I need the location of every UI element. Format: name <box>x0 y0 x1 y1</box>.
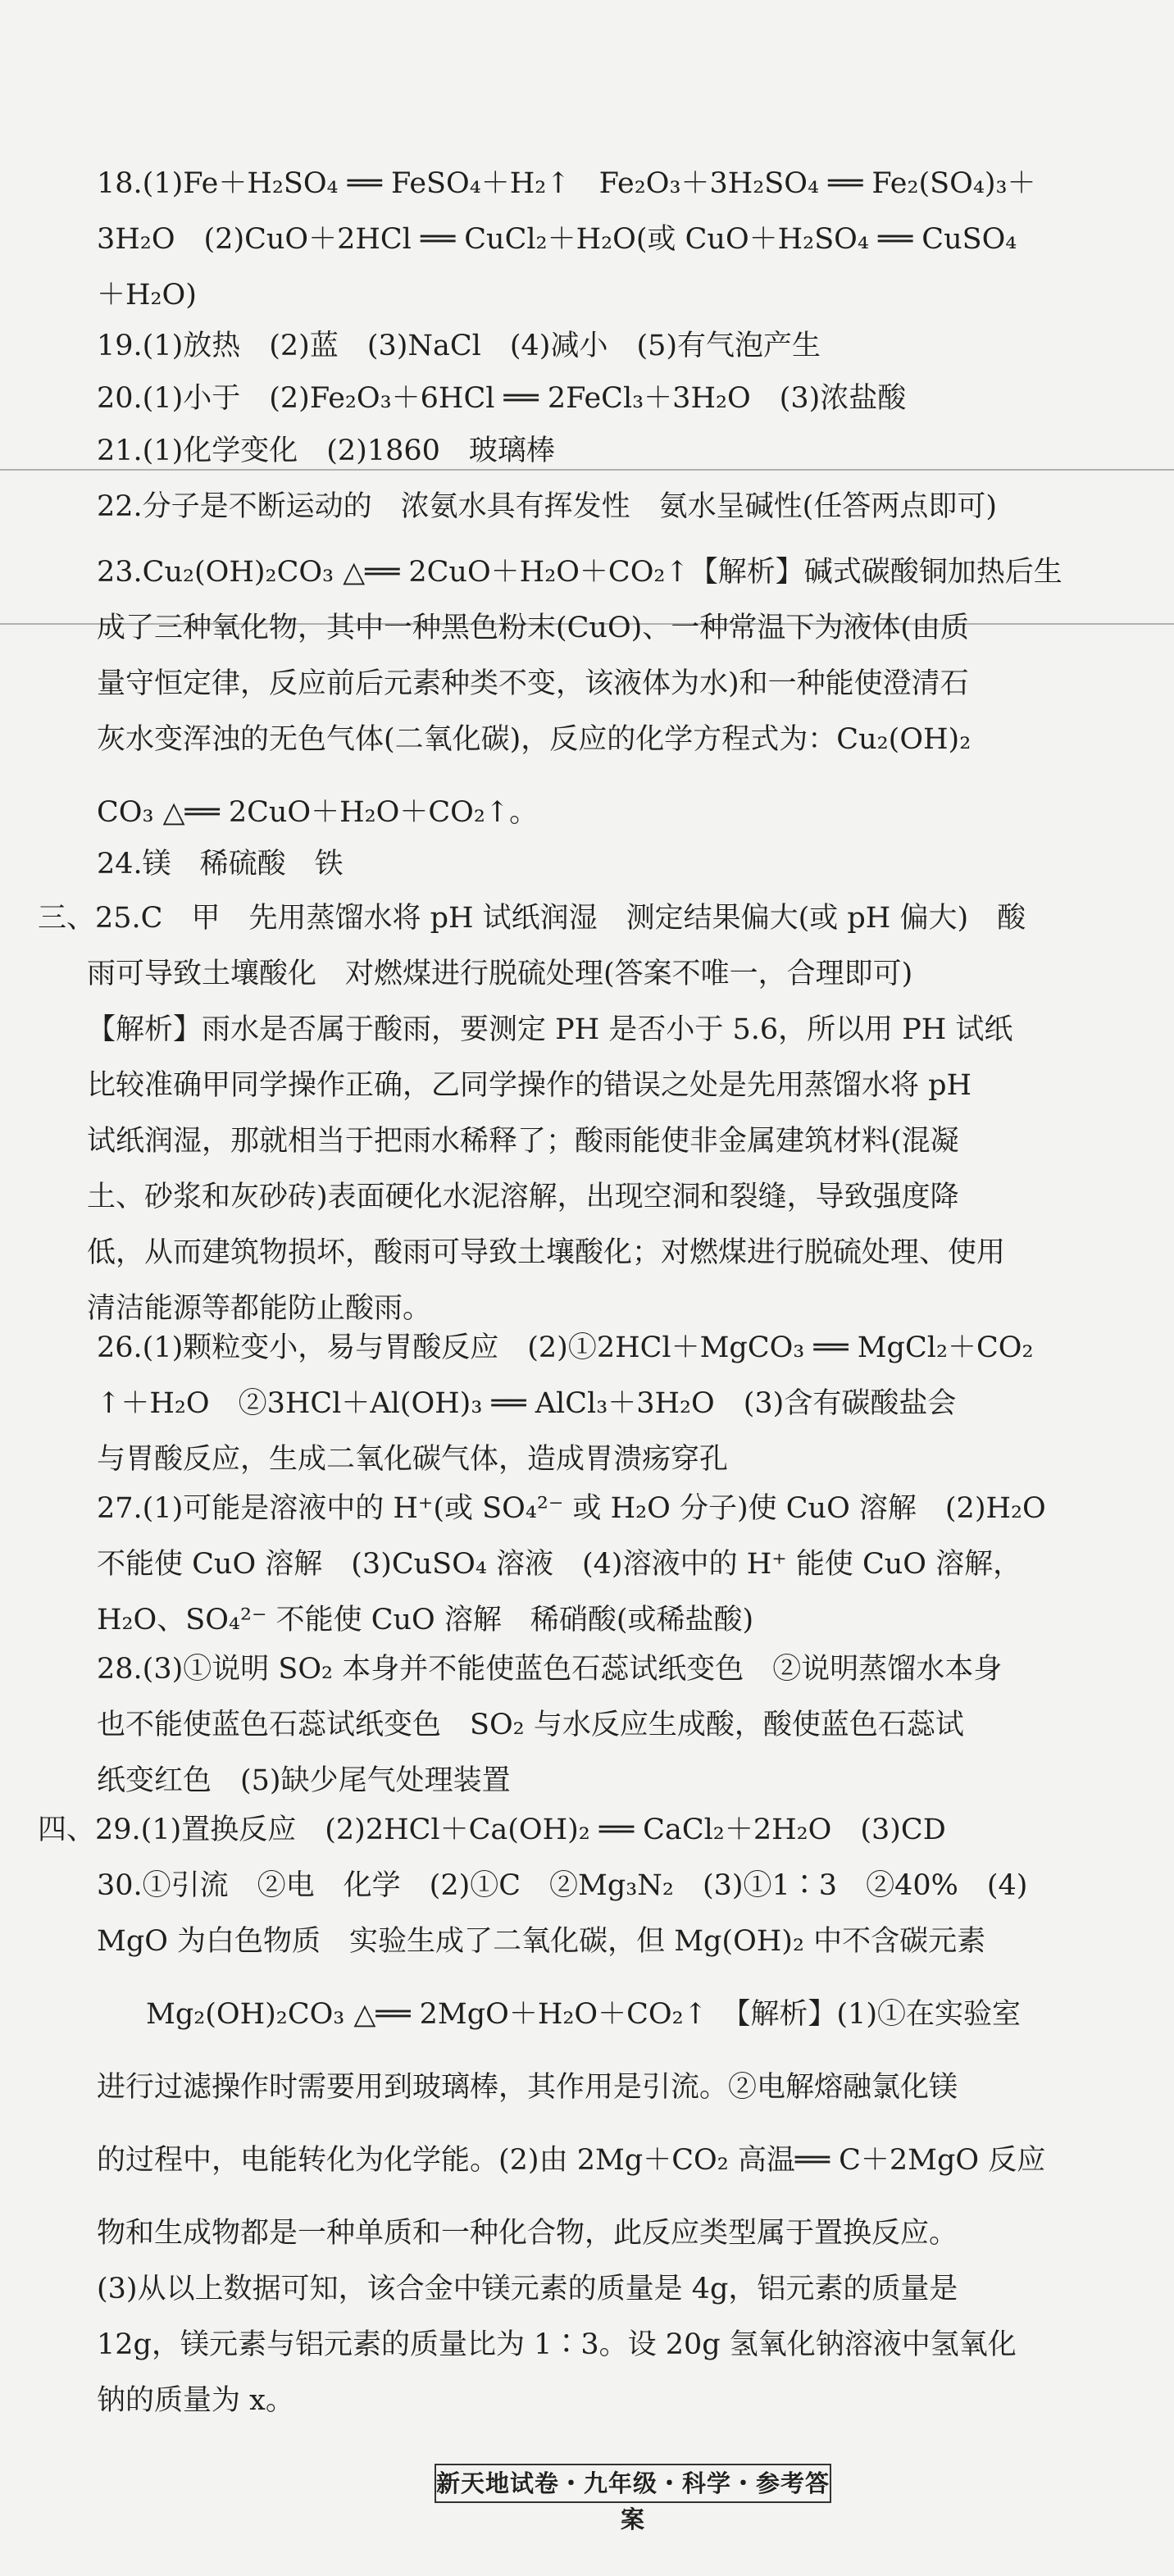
answer-26 <box>97 1320 1130 1487</box>
answer-line: 23.Cu₂(OH)₂CO₃ △══ 2CuO＋H₂O＋CO₂↑【解析】碱式碳酸铜加热后生 <box>97 556 1063 589</box>
answer-line: 比较准确甲同学操作正确，乙同学操作的错误之处是先用蒸馏水将 pH <box>87 1069 972 1102</box>
answer-line: 的过程中，电能转化为化学能。(2)由 2Mg＋CO₂ 高温══ C＋2MgO 反应 <box>97 2144 1046 2177</box>
answer-23 <box>97 544 1130 858</box>
answer-line: 30.①引流 ②电 化学 (2)①C ②Mg₃N₂ (3)①1∶3 ②40% (4) <box>97 1869 1028 1902</box>
answer-25 <box>38 890 1071 1336</box>
answer-line: CO₃ △══ 2CuO＋H₂O＋CO₂↑。 <box>97 796 539 829</box>
answer-line: 雨可导致土壤酸化 对燃煤进行脱硫处理(答案不唯一，合理即可) <box>87 958 913 990</box>
answer-line: 与胃酸反应，生成二氧化碳气体，造成胃溃疡穿孔 <box>97 1443 729 1476</box>
answer-line: 21.(1)化学变化 (2)1860 玻璃棒 <box>97 435 555 467</box>
answer-line: 三、25.C 甲 先用蒸馏水将 pH 试纸润湿 测定结果偏大(或 pH 偏大) 酸 <box>38 902 1026 935</box>
answer-line: 【解析】雨水是否属于酸雨，要测定 PH 是否小于 5.6，所以用 PH 试纸 <box>87 1013 1013 1046</box>
answer-line: 四、29.(1)置换反应 (2)2HCl＋Ca(OH)₂ ══ CaCl₂＋2H₂O (3)CD <box>38 1814 946 1846</box>
answer-line: 12g，镁元素与铝元素的质量比为 1∶3。设 20g 氢氧化钠溶液中氢氧化 <box>97 2328 1017 2361</box>
answer-line: 清洁能源等都能防止酸雨。 <box>87 1292 432 1325</box>
answer-line: 灰水变浑浊的无色气体(二氧化碳)，反应的化学方程式为：Cu₂(OH)₂ <box>97 723 972 756</box>
answer-line: 试纸润湿，那就相当于把雨水稀释了；酸雨能使非金属建筑材料(混凝 <box>87 1125 959 1158</box>
answer-line: 3H₂O (2)CuO＋2HCl ══ CuCl₂＋H₂O(或 CuO＋H₂SO₄ ══ CuSO₄ <box>97 223 1017 256</box>
answer-line: Mg₂(OH)₂CO₃ △══ 2MgO＋H₂O＋CO₂↑ 【解析】(1)①在实验室 <box>146 1998 1022 2031</box>
answer-27 <box>97 1481 1130 1648</box>
answer-line: 钠的质量为 x。 <box>97 2384 294 2417</box>
answer-line: 纸变红色 (5)缺少尾气处理装置 <box>97 1764 511 1797</box>
answer-line: 19.(1)放热 (2)蓝 (3)NaCl (4)减小 (5)有气泡产生 <box>97 330 821 362</box>
answer-18 <box>97 156 1130 323</box>
answer-29 <box>38 1802 1071 1858</box>
answer-22 <box>97 479 1130 535</box>
answer-24 <box>97 836 1130 892</box>
answer-line: 物和生成物都是一种单质和一种化合物，此反应类型属于置换反应。 <box>97 2217 958 2250</box>
answer-line: 18.(1)Fe＋H₂SO₄ ══ FeSO₄＋H₂↑ Fe₂O₃＋3H₂SO₄ ══ Fe₂(SO₄)₃＋ <box>97 167 1036 200</box>
answer-line: (3)从以上数据可知，该合金中镁元素的质量是 4g，铝元素的质量是 <box>97 2273 958 2305</box>
answer-line: 27.(1)可能是溶液中的 H⁺(或 SO₄²⁻ 或 H₂O 分子)使 CuO 溶解 (2)H₂O <box>97 1492 1046 1525</box>
answer-21 <box>97 423 1130 479</box>
answer-line: 20.(1)小于 (2)Fe₂O₃＋6HCl ══ 2FeCl₃＋3H₂O (3)浓盐酸 <box>97 382 907 415</box>
answer-line: 低，从而建筑物损坏，酸雨可导致土壤酸化；对燃煤进行脱硫处理、使用 <box>87 1236 1006 1269</box>
answer-line: H₂O、SO₄²⁻ 不能使 CuO 溶解 稀硝酸(或稀盐酸) <box>97 1604 754 1636</box>
answer-line: 22.分子是不断运动的 浓氨水具有挥发性 氨水呈碱性(任答两点即可) <box>97 490 997 523</box>
answer-line: ＋H₂O) <box>97 279 197 312</box>
answer-line: 24.镁 稀硫酸 铁 <box>97 848 344 881</box>
answer-20 <box>97 371 1130 426</box>
answer-line: 不能使 CuO 溶解 (3)CuSO₄ 溶液 (4)溶液中的 H⁺ 能使 CuO 溶解， <box>97 1548 1022 1581</box>
answer-line: 28.(3)①说明 SO₂ 本身并不能使蓝色石蕊试纸变色 ②说明蒸馏水本身 <box>97 1653 1003 1686</box>
answer-line: 26.(1)颗粒变小，易与胃酸反应 (2)①2HCl＋MgCO₃ ══ MgCl₂＋CO₂ <box>97 1331 1034 1364</box>
answer-line: MgO 为白色物质 实验生成了二氧化碳，但 Mg(OH)₂ 中不含碳元素 <box>97 1925 986 1958</box>
answer-line: 量守恒定律，反应前后元素种类不变，该液体为水)和一种能使澄清石 <box>97 667 969 700</box>
answer-30 <box>97 1858 1130 2428</box>
answer-28 <box>97 1641 1130 1809</box>
answer-line: 进行过滤操作时需要用到玻璃棒，其作用是引流。②电解熔融氯化镁 <box>97 2071 958 2104</box>
answer-line: ↑＋H₂O ②3HCl＋Al(OH)₃ ══ AlCl₃＋3H₂O (3)含有碳酸盐会 <box>97 1387 957 1420</box>
answer-line: 土、砂浆和灰砂砖)表面硬化水泥溶解，出现空洞和裂缝，导致强度降 <box>87 1181 959 1213</box>
page-footer: 新天地试卷・九年级・科学・参考答案 <box>435 2464 831 2503</box>
answer-line: 成了三种氧化物，其中一种黑色粉末(CuO)、一种常温下为液体(由质 <box>97 612 969 644</box>
answer-line: 也不能使蓝色石蕊试纸变色 SO₂ 与水反应生成酸，酸使蓝色石蕊试 <box>97 1709 964 1741</box>
answer-19 <box>97 318 1130 374</box>
